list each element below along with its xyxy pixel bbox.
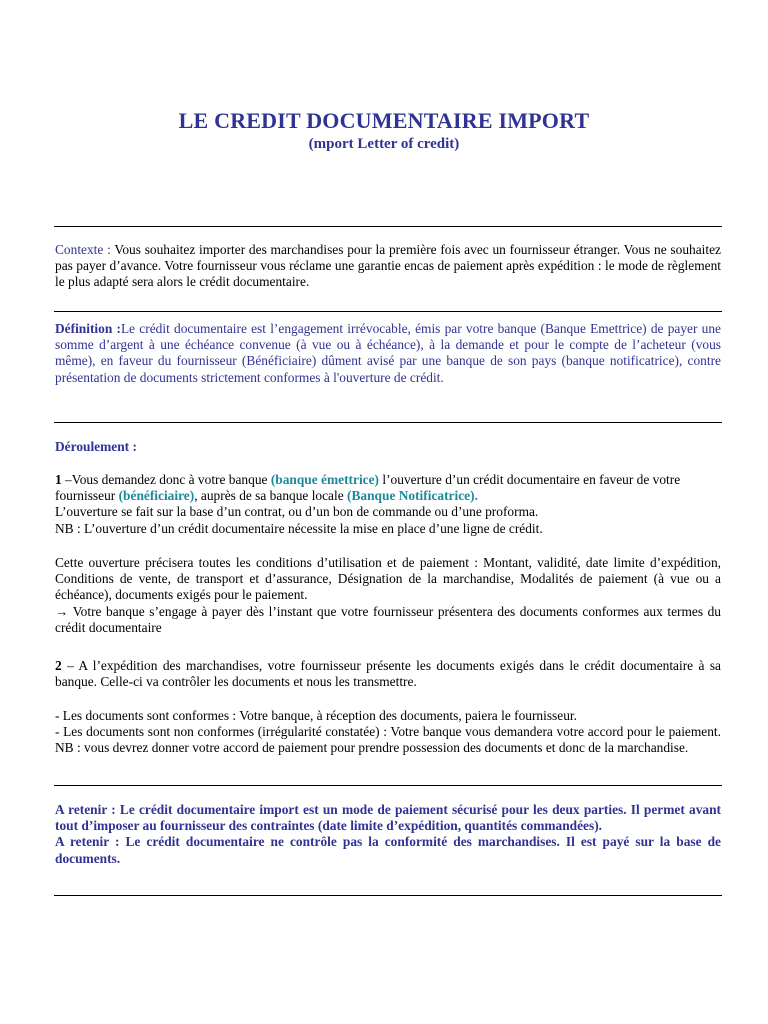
definition-label: Définition :	[55, 321, 121, 336]
a-retenir-2: A retenir : Le crédit documentaire ne contrôle pas la conformité des marchandises. Il est payé sur la base de documents.	[55, 834, 721, 866]
a-retenir-1: A retenir : Le crédit documentaire import est un mode de paiement sécurisé pour les deux parties. Il permet avant tout d’imposer au fournisseur des contraintes (date limite d’expédition, quantités commandées).	[55, 802, 721, 834]
deroulement-label: Déroulement :	[55, 439, 137, 454]
step1-line-nb: NB : L’ouverture d’un crédit documentaire nécessite la mise en place d’une ligne de crédit.	[55, 520, 543, 536]
contexte-label: Contexte :	[55, 242, 111, 257]
step1-paragraph	[55, 472, 721, 504]
step2-section	[55, 658, 721, 690]
divider	[54, 785, 722, 786]
a-retenir-section	[55, 802, 721, 867]
step1-text-2: l’ouverture d’un crédit documentaire en faveur de votre fournisseur	[55, 472, 681, 504]
step1-highlight-beneficiaire: (bénéficiaire)	[118, 488, 195, 504]
step1-section	[55, 472, 721, 537]
arrow-right-icon: →	[55, 603, 69, 619]
divider	[54, 311, 722, 312]
step1-highlight-emettrice: (banque émettrice)	[270, 472, 380, 487]
step1-number: 1	[55, 472, 62, 487]
contexte-paragraph	[55, 242, 721, 291]
documents-section	[55, 708, 721, 757]
engagement-paragraph	[55, 604, 721, 636]
step1-text-3: , auprès de sa banque locale	[194, 488, 348, 504]
definition-paragraph	[55, 321, 721, 386]
conditions-section	[55, 555, 721, 636]
divider	[54, 422, 722, 423]
engagement-text: Votre banque s’engage à payer dès l’instant que votre fournisseur présentera des documents conformes aux termes du crédit documentaire	[55, 603, 721, 635]
step2-paragraph	[55, 658, 721, 690]
page-subtitle: (mport Letter of credit)	[308, 136, 460, 152]
documents-non-conformes: - Les documents sont non conformes (irrégularité constatée) : Votre banque vous demandera votre accord pour le paiement. NB : vous devrez donner votre accord de paiement pour prendre possession des documents et donc de la marchandise.	[55, 724, 721, 756]
step1-highlight-notificatrice: (Banque Notificatrice).	[347, 488, 478, 504]
step2-number: 2	[55, 658, 62, 673]
divider	[54, 895, 722, 896]
contexte-section	[55, 242, 721, 291]
step1-line-contrat: L’ouverture se fait sur la base d’un contrat, ou d’un bon de commande ou d’une proforma.	[55, 504, 539, 520]
deroulement-section	[55, 439, 721, 455]
definition-text: Le crédit documentaire est l’engagement irrévocable, émis par votre banque (Banque Emettrice) de payer une somme d’argent à une échéance convenue (à vue ou à échéance), à la demande et pour le compte de l’acheteur (vous même), en faveur du fournisseur (Bénéficiaire) dûment avisé par une banque de son pays (banque notificatrice), contre présentation de documents strictement conformes à l'ouverture de crédit.	[55, 321, 721, 385]
step1-text-1: –Vous demandez donc à votre banque	[61, 472, 271, 487]
page-title: LE CREDIT DOCUMENTAIRE IMPORT	[178, 108, 590, 133]
divider	[54, 226, 722, 227]
definition-section	[55, 321, 721, 386]
conditions-paragraph: Cette ouverture précisera toutes les conditions d’utilisation et de paiement : Montant, validité, date limite d’expédition, Conditions de vente, de transport et d’assurance, Désignation de la marchandise, Modalités de paiement (à vue ou a échéance), documents exigés pour le paiement.	[55, 555, 721, 603]
contexte-text: Vous souhaitez importer des marchandises pour la première fois avec un fournisseur étranger. Vous ne souhaitez pas payer d’avance. Votre fournisseur vous réclame une garantie encas de paiement après expédition : le mode de règlement le plus adapté sera alors le crédit documentaire.	[55, 242, 721, 290]
step2-text: – A l’expédition des marchandises, votre fournisseur présente les documents exigés dans le crédit documentaire à sa banque. Celle-ci va contrôler les documents et nous les transmettre.	[55, 658, 721, 690]
documents-conformes: - Les documents sont conformes : Votre banque, à réception des documents, paiera le fournisseur.	[55, 708, 577, 723]
